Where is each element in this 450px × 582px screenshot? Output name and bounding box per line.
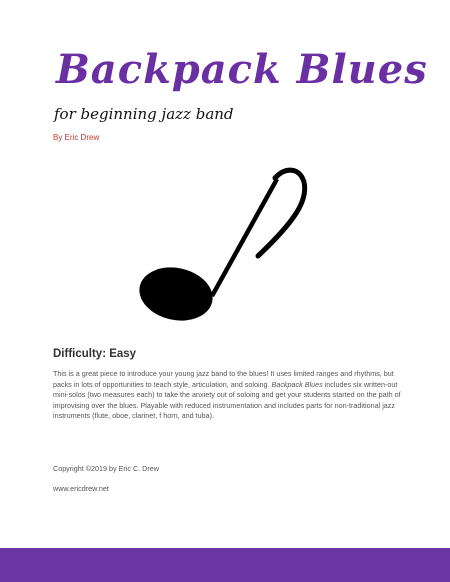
footer-band bbox=[0, 548, 450, 582]
description-text-2: includes six written-out mini-solos (two measures each) to take the anxiety out of soloing and get your students started on the path of improvising over the blues. Playable with reduced instrumentation and includes parts for non-traditional jazz instruments (flute, oboe, clarinet, f horn, and tuba). bbox=[53, 379, 401, 421]
note-flag bbox=[258, 170, 305, 256]
copyright-notice: Copyright ©2019 by Eric C. Drew bbox=[53, 464, 159, 473]
website-link[interactable]: www.ericdrew.net bbox=[53, 484, 109, 493]
description-paragraph bbox=[53, 369, 403, 422]
difficulty-heading: Difficulty: Easy bbox=[53, 348, 137, 360]
description-italic-title: Backpack Blues bbox=[271, 379, 323, 389]
eighth-note-icon bbox=[130, 160, 320, 335]
document-subtitle: for beginning jazz band bbox=[54, 105, 234, 123]
note-stem bbox=[210, 178, 279, 297]
author-byline: By Eric Drew bbox=[53, 133, 100, 142]
note-head bbox=[134, 261, 217, 327]
description-text-1: This is a great piece to introduce your young jazz band to the blues! It uses limited ranges and rhythms, but packs in lots of opportunities to teach style, articulation, and soloing. bbox=[53, 369, 394, 389]
document-title: Backpack Blues bbox=[56, 46, 428, 93]
